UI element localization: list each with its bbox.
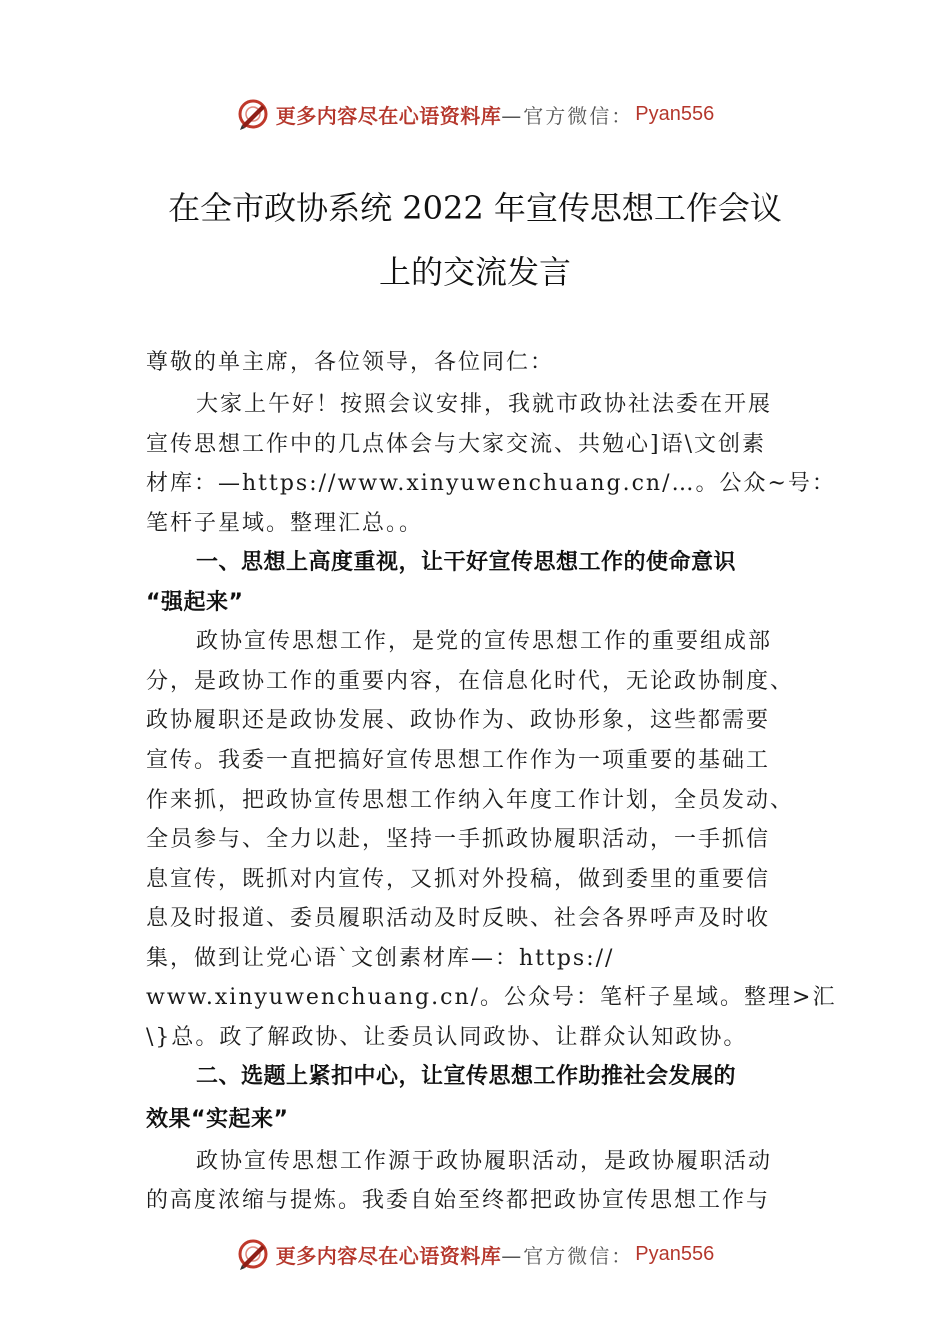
- text-line: 政协履职还是政协发展、政协作为、政协形象，这些都需要: [146, 708, 771, 733]
- watermark-footer: [0, 1234, 950, 1274]
- text-line: 大家上午好！按照会议安排，我就市政协社法委在开展: [196, 392, 773, 417]
- pen-logo-icon: [236, 97, 270, 131]
- text-line: 集，做到让党心语`文创素材库—：https://: [146, 946, 615, 971]
- section-heading-2: 二、选题上紧扣中心，让宣传思想工作助推社会发展的: [196, 1064, 737, 1089]
- section-heading-1: 一、思想上高度重视，让干好宣传思想工作的使命意识: [196, 550, 737, 575]
- text-line: 笔杆子星域。整理汇总。。: [146, 511, 424, 536]
- section-heading-2-cont: 效果“实起来”: [146, 1107, 289, 1132]
- text-line: 分，是政协工作的重要内容，在信息化时代，无论政协制度、: [146, 669, 795, 694]
- watermark-label: —官方微信：: [501, 103, 634, 128]
- watermark-header: [0, 94, 950, 134]
- text-line: 政协宣传思想工作源于政协履职活动，是政协履职活动: [196, 1149, 773, 1174]
- watermark-handle: Pyan556: [635, 1242, 715, 1265]
- document-title-line-1: 在全市政协系统 2022 年宣传思想工作会议: [168, 189, 782, 227]
- watermark-handle: Pyan556: [635, 102, 715, 125]
- text-line: 的高度浓缩与提炼。我委自始至终都把政协宣传思想工作与: [146, 1188, 771, 1213]
- text-line: 宣传思想工作中的几点体会与大家交流、共勉心]语\文创素: [146, 432, 766, 457]
- text-line: 材库：—https://www.xinyuwenchuang.cn/…。公众~号：: [146, 471, 836, 496]
- watermark-brand: 更多内容尽在心语资料库: [275, 1243, 502, 1268]
- text-line: \}总。政了解政协、让委员认同政协、让群众认知政协。: [146, 1025, 748, 1050]
- text-line: www.xinyuwenchuang.cn/。公众号：笔杆子星域。整理>汇: [146, 985, 837, 1010]
- text-line: 息宣传，既抓对内宣传，又抓对外投稿，做到委里的重要信: [146, 867, 771, 892]
- section-heading-1-cont: “强起来”: [146, 590, 244, 615]
- text-line: 政协宣传思想工作，是党的宣传思想工作的重要组成部: [196, 629, 773, 654]
- document-title-line-2: 上的交流发言: [378, 253, 571, 291]
- text-line: 作来抓，把政协宣传思想工作纳入年度工作计划，全员发动、: [146, 788, 795, 813]
- pen-logo-icon: [236, 1237, 270, 1271]
- salutation: 尊敬的单主席，各位领导，各位同仁：: [146, 350, 555, 375]
- watermark-brand: 更多内容尽在心语资料库: [275, 103, 502, 128]
- text-line: 息及时报道、委员履职活动及时反映、社会各界呼声及时收: [146, 906, 771, 931]
- text-line: 全员参与、全力以赴，坚持一手抓政协履职活动，一手抓信: [146, 827, 771, 852]
- text-line: 宣传。我委一直把搞好宣传思想工作作为一项重要的基础工: [146, 748, 771, 773]
- watermark-label: —官方微信：: [501, 1243, 634, 1268]
